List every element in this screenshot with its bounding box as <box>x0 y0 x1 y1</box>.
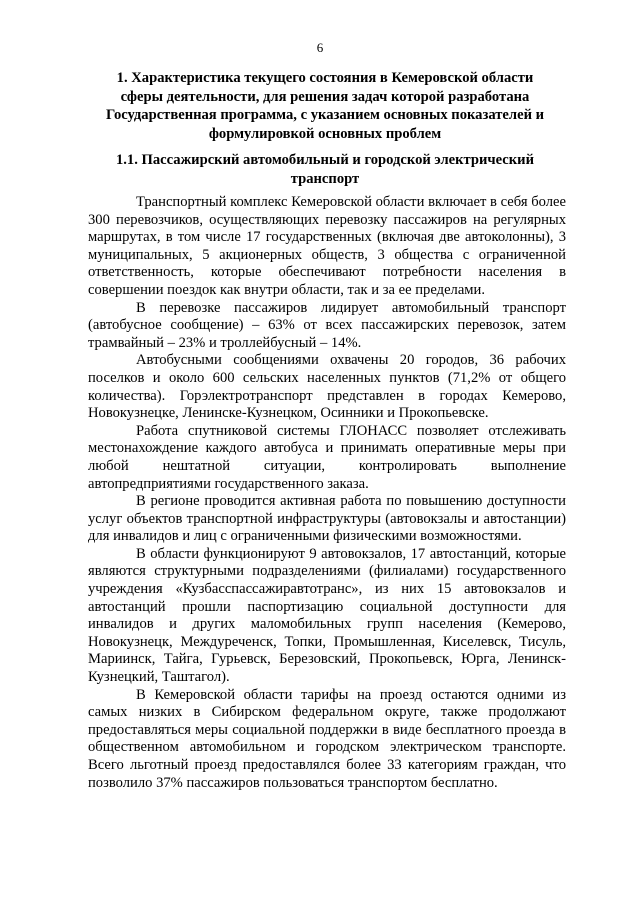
section-heading: 1. Характеристика текущего состояния в Кемеровской области сферы деятельности, для решения задач которой разработана Государственная программа, с указанием основных показателей и формулировкой основных проблем <box>105 70 545 143</box>
paragraph: Автобусными сообщениями охвачены 20 городов, 36 рабочих поселков и около 600 сельских населенных пунктов (71,2% от общего количества). Горэлектротранспорт представлен в городах Кемерово, Новокузнецке, Ленинске-Кузнецком, Осинники и Прокопьевске. <box>88 352 566 422</box>
paragraph: В области функционируют 9 автовокзалов, 17 автостанций, которые являются структурными подразделениями (филиалами) государственного учреждения «Кузбасспассажиравтотранс», из них 15 автовокзалов и автостанций прошли паспортизацию социальной доступности для инвалидов и других маломобильных групп населения (Кемерово, Новокузнецк, Междуреченск, Топки, Промышленная, Киселевск, Тисуль, Мариинск, Тайга, Гурьевск, Березовский, Прокопьевск, Юрга, Ленинск-Кузнецкий, Таштагол). <box>88 545 566 686</box>
subsection-heading: 1.1. Пассажирский автомобильный и городской электрический транспорт <box>115 152 535 187</box>
paragraph: В Кемеровской области тарифы на проезд остаются одними из самых низких в Сибирском федеральном округе, также продолжают предоставляться меры социальной поддержки в виде бесплатного проезда в общественном автомобильном и городском электрическом транспорте. Всего льготный проезд предоставлялся более 33 категориям граждан, что позволило 37% пассажиров пользоваться транспортом бесплатно. <box>88 686 566 791</box>
paragraph: В регионе проводится активная работа по повышению доступности услуг объектов транспортной инфраструктуры (автовокзалы и автостанции) для инвалидов и лиц с ограниченными физическими возможностями. <box>88 493 566 545</box>
paragraph: Работа спутниковой системы ГЛОНАСС позволяет отслеживать местонахождение каждого автобуса и принимать оперативные меры при любой нештатной ситуации, контролировать выполнение автопредприятиями государственного заказа. <box>88 422 566 492</box>
paragraph: Транспортный комплекс Кемеровской области включает в себя более 300 перевозчиков, осуществляющих перевозку пассажиров на регулярных маршрутах, в том числе 17 государственных (включая две автоколонны), 3 муниципальных, 5 акционерных обществ, 3 общества с ограниченной ответственность, которые обеспечивают потребности населения в совершении поездок как внутри области, так и за ее пределами. <box>88 194 566 298</box>
body-text <box>88 194 566 792</box>
page-number: 6 <box>316 40 324 55</box>
paragraph: В перевозке пассажиров лидирует автомобильный транспорт (автобусное сообщение) – 63% от всех пассажирских перевозок, затем трамвайный – 23% и троллейбусный – 14%. <box>88 299 566 351</box>
